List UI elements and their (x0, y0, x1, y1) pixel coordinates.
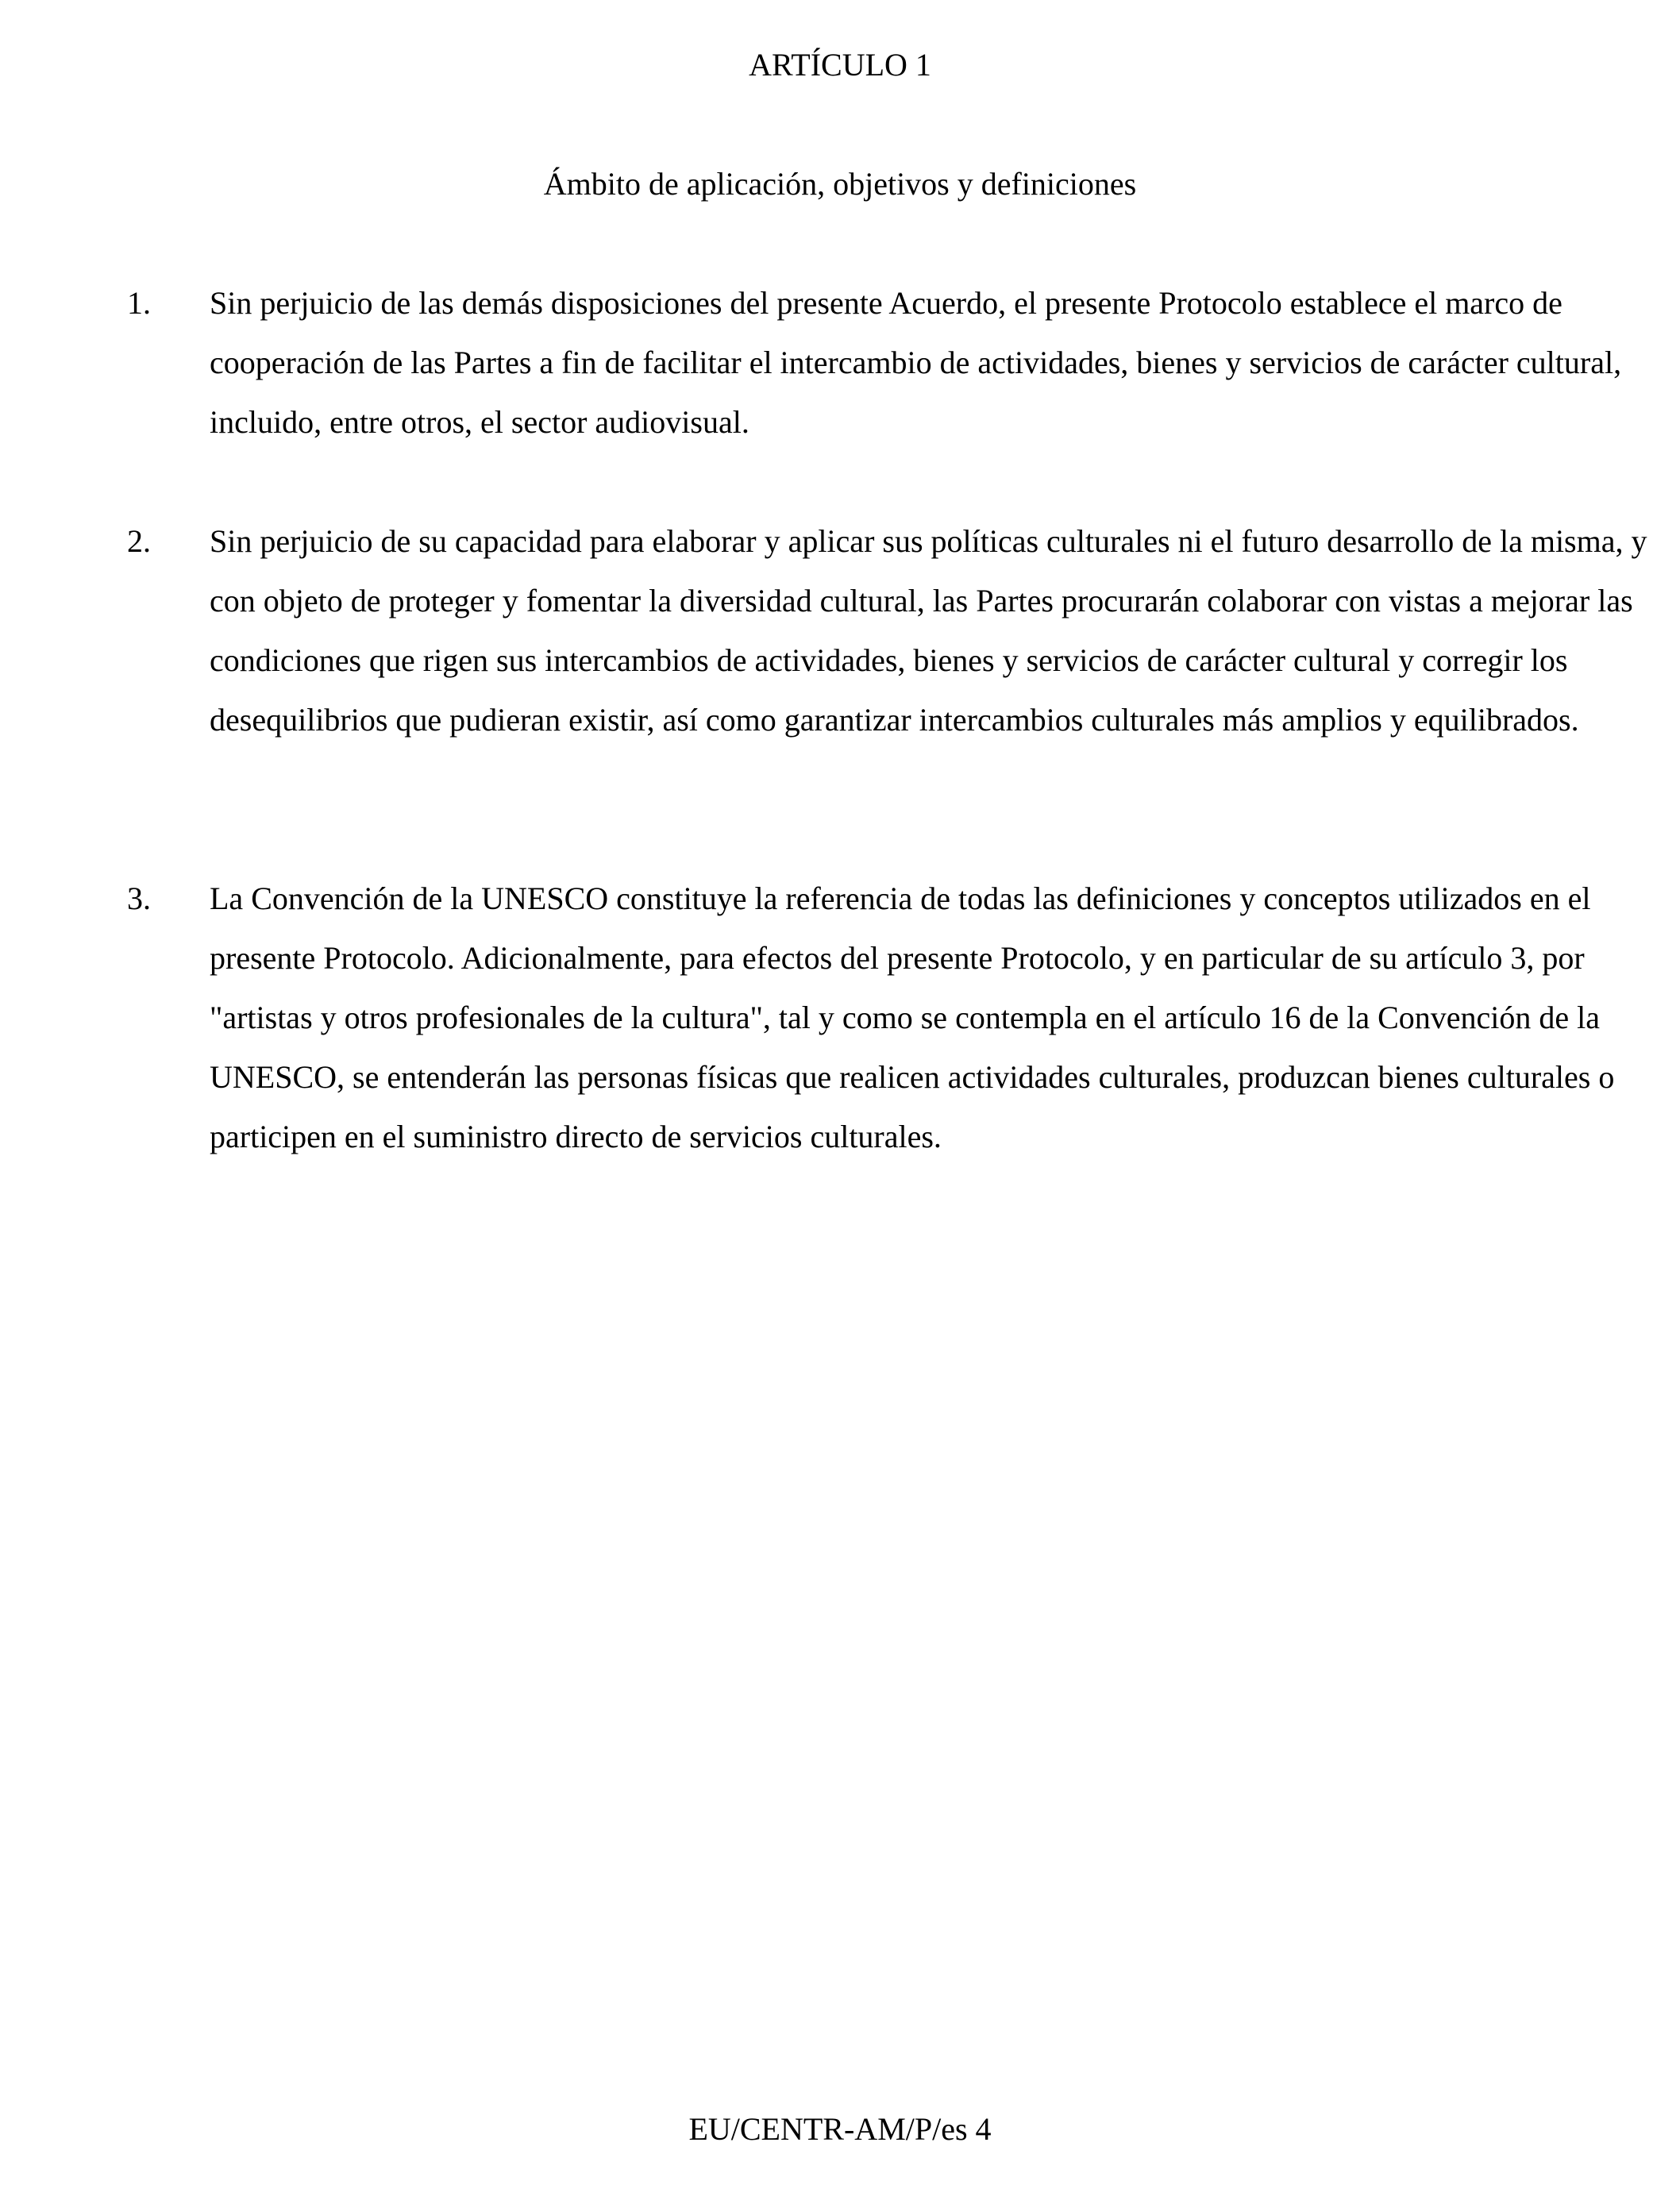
clause-text: La Convención de la UNESCO constituye la referencia de todas las definiciones y conceptos utilizados en el presente Protocolo. Adicionalmente, para efectos del presente Protocolo, y en particular de su artículo 3, por "artistas y otros profesionales de la cultura", tal y como se contempla en el artículo 16 de la Convención de la UNESCO, se entenderán las personas físicas que realicen actividades culturales, produzcan bienes culturales o participen en el suministro directo de servicios culturales. (210, 880, 1615, 1154)
clause-number: 2. (127, 523, 151, 559)
page-footer-reference: EU/CENTR-AM/P/es 4 (688, 2111, 992, 2147)
clause-number: 3. (127, 880, 151, 916)
article-title: ARTÍCULO 1 (749, 47, 931, 83)
clause-text: Sin perjuicio de su capacidad para elaborar y aplicar sus políticas culturales ni el futuro desarrollo de la misma, y con objeto de proteger y fomentar la diversidad cultural, las Partes procurarán colaborar con vistas a mejorar las condiciones que rigen sus intercambios de actividades, bienes y servicios de carácter cultural y corregir los desequilibrios que pudieran existir, así como garantizar intercambios culturales más amplios y equilibrados. (210, 523, 1647, 738)
article-subtitle: Ámbito de aplicación, objetivos y definiciones (543, 166, 1137, 202)
clause-text: Sin perjuicio de las demás disposiciones del presente Acuerdo, el presente Protocolo establece el marco de cooperación de las Partes a fin de facilitar el intercambio de actividades, bienes y servicios de carácter cultural, incluido, entre otros, el sector audiovisual. (210, 285, 1622, 440)
clause-number: 1. (127, 285, 151, 321)
